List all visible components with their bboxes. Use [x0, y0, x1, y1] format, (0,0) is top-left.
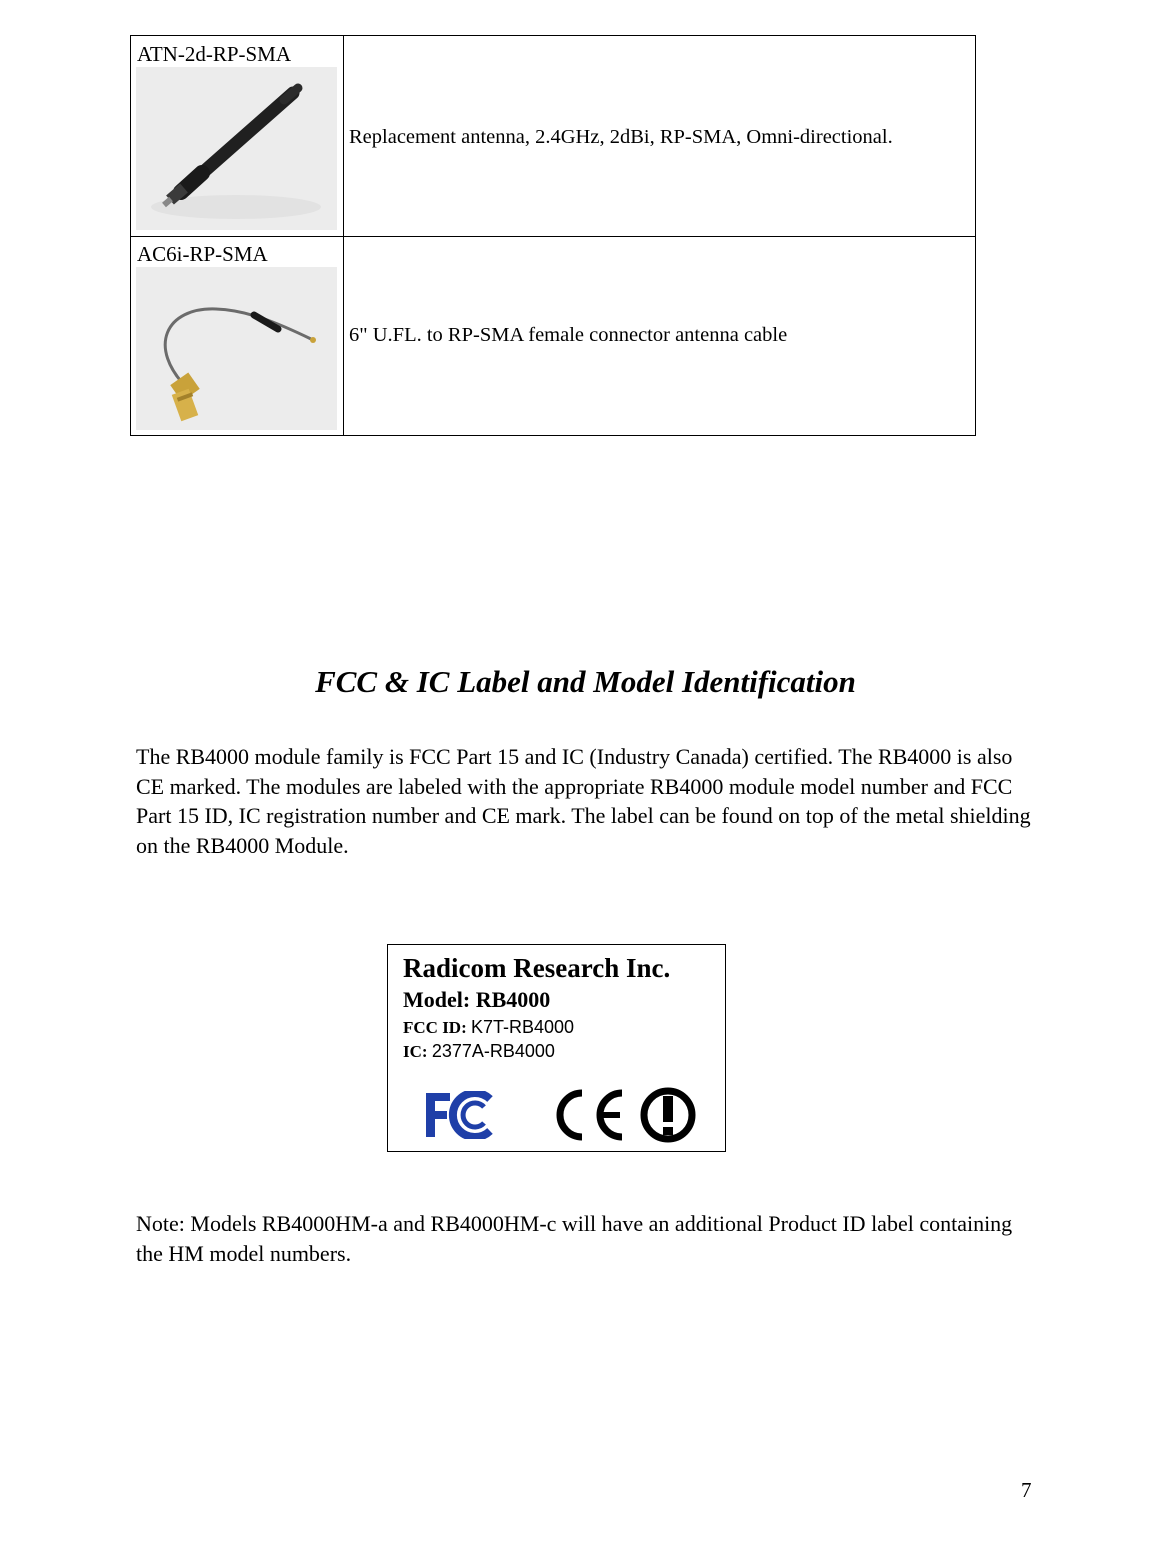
fcc-id-label: FCC ID:	[403, 1018, 467, 1037]
antenna-photo	[136, 67, 337, 230]
ce-mark-icon	[550, 1087, 630, 1143]
product-description: Replacement antenna, 2.4GHz, 2dBi, RP-SMA, Omni-directional.	[349, 126, 893, 148]
section-heading: FCC & IC Label and Model Identification	[315, 664, 856, 699]
product-cell	[131, 36, 344, 236]
label-ic	[403, 1041, 555, 1062]
product-description: 6" U.FL. to RP-SMA female connector antenna cable	[349, 324, 788, 346]
ic-label: IC:	[403, 1042, 428, 1061]
page-number: 7	[1021, 1478, 1032, 1502]
label-model: Model: RB4000	[403, 987, 551, 1012]
product-label	[387, 944, 726, 1152]
alert-mark-icon	[639, 1087, 697, 1143]
cable-photo	[136, 267, 337, 430]
fcc-logo-icon	[424, 1091, 496, 1139]
label-fcc-id	[403, 1017, 574, 1038]
label-company: Radicom Research Inc.	[403, 953, 671, 983]
accessories-table	[130, 35, 976, 436]
description-cell	[344, 236, 975, 436]
note-paragraph: Note: Models RB4000HM-a and RB4000HM-c will have an additional Product ID label containing the HM model numbers.	[136, 1211, 1013, 1266]
product-cell	[131, 236, 344, 436]
fcc-id-value: K7T-RB4000	[471, 1017, 575, 1037]
product-sku: ATN-2d-RP-SMA	[137, 42, 292, 66]
certification-paragraph: The RB4000 module family is FCC Part 15 and IC (Industry Canada) certified. The RB4000 is also CE marked. The modules are labeled with the appropriate RB4000 module model number and FCC Part 15 ID, IC registration number and CE mark. The label can be found on top of the metal shielding on the RB4000 Module.	[136, 744, 1031, 858]
table-row	[131, 36, 975, 237]
product-sku: AC6i-RP-SMA	[137, 242, 268, 266]
description-cell	[344, 36, 975, 236]
ic-value: 2377A-RB4000	[431, 1041, 555, 1061]
table-row	[131, 236, 975, 436]
